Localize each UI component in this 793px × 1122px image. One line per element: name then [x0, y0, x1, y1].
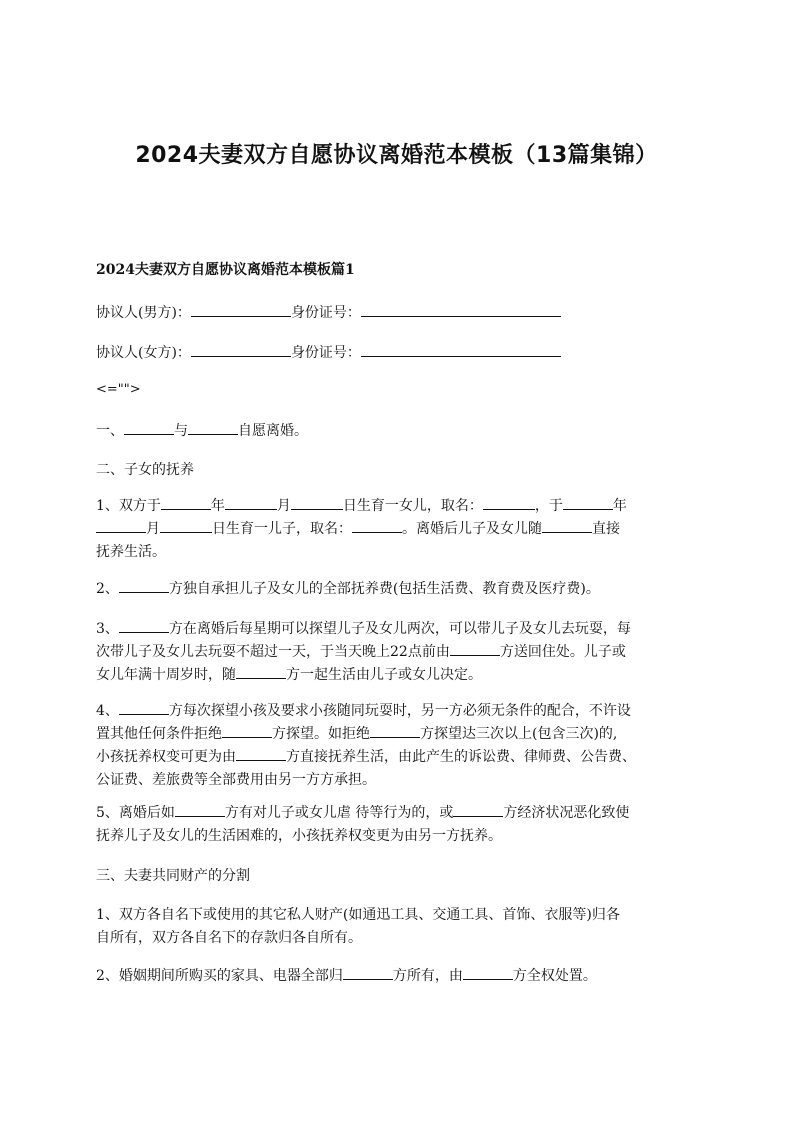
- p4-f: 小孩抚养权变可更为由: [96, 749, 236, 765]
- p5-d: 抚养儿子及女儿的生活困难的，小孩抚养权变更为由另一方抚养。: [96, 828, 502, 844]
- p4-d: 方探望。如拒绝: [272, 726, 370, 742]
- p1-k: 抚养生活。: [96, 544, 166, 560]
- p5-c: 方经济状况恶化致使: [503, 805, 630, 821]
- party-male-line: [96, 302, 706, 325]
- p4-blank: [119, 700, 169, 715]
- p4-a: 4、: [96, 703, 119, 719]
- p3-b: 方在离婚后每星期可以探望儿子及女儿两次，可以带儿子及女儿去玩耍，每: [168, 621, 631, 637]
- p7-a: 2、婚姻期间所购买的家具、电器全部归: [96, 968, 343, 984]
- p1-blank: [483, 495, 535, 510]
- document-title: 2024夫妻双方自愿协议离婚范本模板（13篇集锦）: [135, 143, 658, 168]
- section-title: 2024夫妻双方自愿协议离婚范本模板篇1: [96, 262, 355, 278]
- p3-blank: [450, 641, 500, 656]
- p4-blank: [236, 746, 286, 761]
- p3-d: 方送回住处。儿子或: [499, 644, 626, 660]
- p1-g: 月: [146, 521, 160, 537]
- paragraph-6: [96, 904, 708, 950]
- p1-e: ，于: [534, 498, 563, 514]
- heading-children: 二、子女的抚养: [96, 462, 194, 478]
- item-1-suffix: 自愿离婚。: [238, 423, 308, 439]
- paragraph-7: [96, 965, 708, 988]
- item-1-prefix: 一、: [96, 423, 124, 439]
- p5-b: 方有对儿子或女儿虐 待等行为的，或: [224, 805, 454, 821]
- p5-blank: [453, 802, 503, 817]
- p1-i: 。离婚后儿子及女儿随: [402, 521, 542, 537]
- party-male-blank: [191, 302, 291, 317]
- p5-a: 5、离婚后如: [96, 805, 175, 821]
- p4-blank: [222, 723, 272, 738]
- p1-blank: [160, 518, 212, 533]
- p4-h: 公证费、差旅费等全部费用由另一方方承担。: [96, 772, 376, 788]
- p6-b: 自所有，双方各自名下的存款归各自所有。: [96, 930, 362, 946]
- p4-b: 方每次探望小孩及要求小孩随同玩耍时，另一方必须无条件的配合，不许设: [168, 703, 631, 719]
- party-female-label: 协议人(女方)：: [96, 345, 191, 361]
- p1-blank: [161, 495, 211, 510]
- p2-blank: [119, 578, 169, 593]
- item-1-blank-a: [124, 420, 174, 435]
- item-1: [96, 420, 706, 443]
- p1-blank: [563, 495, 613, 510]
- p2-b: 方独自承担儿子及女儿的全部抚养费(包括生活费、教育费及医疗费)。: [168, 581, 600, 597]
- party-male-label: 协议人(男方)：: [96, 305, 191, 321]
- p4-blank: [370, 723, 420, 738]
- id-label-female: 身份证号：: [290, 345, 361, 361]
- p1-b: 年: [210, 498, 225, 514]
- artifact-text: <="">: [96, 382, 141, 397]
- p1-blank: [352, 518, 402, 533]
- item-1-blank-b: [188, 420, 238, 435]
- id-male-blank: [361, 302, 561, 317]
- p3-blank: [236, 664, 286, 679]
- p1-a: 1、双方于: [96, 498, 161, 514]
- p4-g: 方直接抚养生活，由此产生的诉讼费、律师费、公告费、: [286, 749, 636, 765]
- p7-c: 方全权处置。: [512, 968, 597, 984]
- p1-blank: [225, 495, 277, 510]
- p5-blank: [175, 802, 225, 817]
- id-female-blank: [361, 342, 561, 357]
- paragraph-1: [96, 495, 708, 564]
- p4-e: 方探望达三次以上(包含三次)的,: [420, 726, 618, 742]
- p1-c: 月: [276, 498, 291, 514]
- p3-f: 方一起生活由儿子或女儿决定。: [286, 667, 482, 683]
- p7-blank: [343, 965, 393, 980]
- p3-a: 3、: [96, 621, 119, 637]
- paragraph-4: [96, 700, 708, 792]
- p7-blank: [463, 965, 513, 980]
- p1-f: 年: [612, 498, 627, 514]
- p3-c: 次带儿子及女儿去玩耍不超过一天，于当天晚上22点前由: [96, 644, 450, 660]
- paragraph-5: [96, 802, 708, 848]
- p3-blank: [119, 618, 169, 633]
- heading-property: 三、夫妻共同财产的分割: [96, 868, 250, 884]
- p1-j: 直接: [592, 521, 620, 537]
- p1-blank: [96, 518, 146, 533]
- p6-a: 1、双方各自名下或使用的其它私人财产(如通迅工具、交通工具、首饰、衣服等)归各: [96, 907, 620, 923]
- p7-b: 方所有，由: [392, 968, 463, 984]
- p1-blank: [542, 518, 592, 533]
- p3-e: 女儿年满十周岁时，随: [96, 667, 236, 683]
- paragraph-3: [96, 618, 708, 687]
- id-label-male: 身份证号：: [290, 305, 361, 321]
- p4-c: 置其他任何条件拒绝: [96, 726, 222, 742]
- party-female-line: [96, 342, 706, 365]
- item-1-mid: 与: [174, 423, 188, 439]
- p2-a: 2、: [96, 581, 119, 597]
- party-female-blank: [191, 342, 291, 357]
- paragraph-2: [96, 578, 708, 601]
- p1-blank: [291, 495, 343, 510]
- p1-h: 日生育一儿子，取名：: [212, 521, 352, 537]
- p1-d: 日生育一女儿，取名：: [342, 498, 483, 514]
